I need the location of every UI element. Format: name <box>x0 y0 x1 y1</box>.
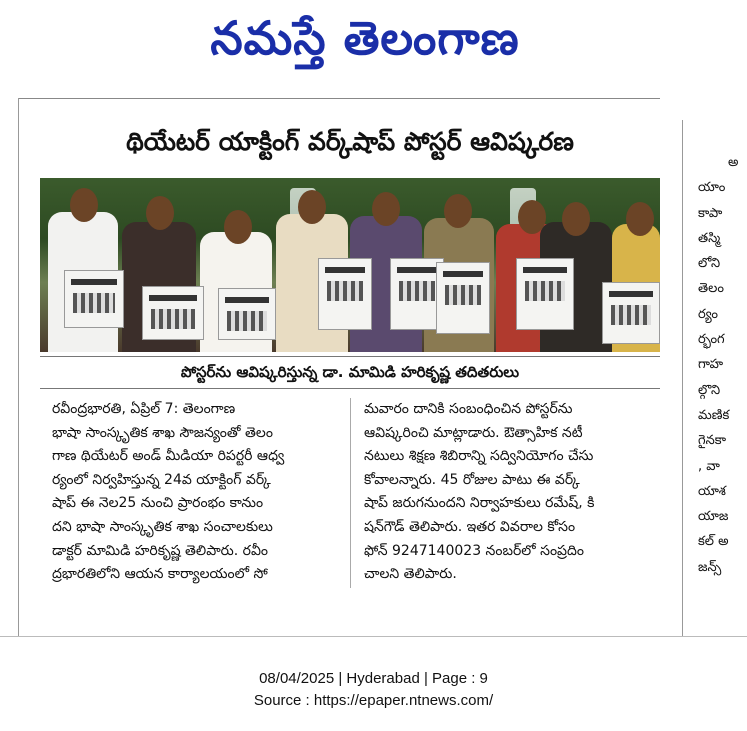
photo-caption <box>40 358 660 386</box>
fragment-line: , వా <box>698 458 720 474</box>
fragment-line: ల్గొని <box>698 382 721 398</box>
poster <box>436 262 490 334</box>
page-bottom-rule <box>0 636 747 637</box>
poster <box>218 288 276 340</box>
poster <box>318 258 372 330</box>
column-separator <box>350 398 351 588</box>
article-line: ద్రభారతిలోని ఆయన కార్యాలయంలో సో <box>52 566 268 583</box>
person-head <box>298 190 326 224</box>
caption-text: పోస్టర్‌ను ఆవిష్కరిస్తున్న డా. మామిడి హరికృష్ణ తదితరులు <box>180 363 520 381</box>
person-head <box>146 196 174 230</box>
fragment-line: తెలం <box>698 281 724 297</box>
fragment-line: యాజ <box>698 509 729 525</box>
source-footer <box>0 668 747 712</box>
person-head <box>444 194 472 228</box>
person-head <box>626 202 654 236</box>
article-column-2 <box>364 398 654 587</box>
masthead-logo <box>150 6 580 70</box>
fragment-line: మణిక <box>698 407 730 423</box>
article-line: దని భాషా సాంస్కృతిక శాఖ సంచాలకులు <box>52 518 273 535</box>
left-rule <box>18 98 19 636</box>
caption-rule-top <box>40 356 660 357</box>
masthead-title: నమస్తే తెలంగాణ <box>210 11 520 65</box>
caption-rule-bottom <box>40 388 660 389</box>
person-head <box>70 188 98 222</box>
article-line: గాణ థియేటర్ అండ్ మీడియా రిపర్టరీ ఆధ్వ <box>52 448 285 465</box>
person-head <box>562 202 590 236</box>
fragment-line: గైనకా <box>698 433 726 449</box>
article-column-1 <box>52 398 338 587</box>
article-line: రవీంద్రభారతి, ఏప్రిల్ 7: తెలంగాణ <box>52 401 236 417</box>
fragment-line: కాపా <box>698 205 723 221</box>
right-rule <box>682 120 683 636</box>
fragment-line: గాహ <box>698 357 723 373</box>
fragment-line: కల్ అ <box>698 534 729 550</box>
fragment-line: అ <box>728 155 739 170</box>
article-line: ఫోన్ 9247140023 నంబర్‌లో సంప్రదిం <box>364 542 584 559</box>
article-line: కోవాలన్నారు. 45 రోజుల పాటు ఈ వర్క్ <box>364 471 580 488</box>
poster <box>142 286 204 340</box>
fragment-line: తస్మి <box>698 230 721 246</box>
fragment-line: లోని <box>698 256 721 272</box>
fragment-line: యాం <box>698 180 726 196</box>
article-line: మవారం దానికి సంబంధించిన పోస్టర్‌ను <box>364 401 573 417</box>
date-location-page: 08/04/2025 | Hyderabad | Page : 9 <box>259 670 488 687</box>
article-line: నటులు శిక్షణ శిబిరాన్ని సద్వినియోగం చేసు <box>364 448 594 465</box>
article-line: షాప్ జరుగనుందని నిర్వాహకులు రమేష్, కి <box>364 495 595 512</box>
source-link[interactable]: Source : https://epaper.ntnews.com/ <box>253 692 494 709</box>
person-head <box>372 192 400 226</box>
article-line: డాక్టర్ మామిడి హరికృష్ణ తెలిపారు. రవీం <box>52 542 269 559</box>
article-line: షన్‌గౌడ్ తెలిపారు. ఇతర వివరాల కోసం <box>364 518 576 535</box>
headline-text: థియేటర్ యాక్టింగ్ వర్క్‌షాప్ పోస్టర్ ఆవిష్కరణ <box>126 127 574 156</box>
poster <box>64 270 124 328</box>
fragment-line: ర్భంగ <box>698 332 725 348</box>
adjacent-article-fragment <box>698 150 747 620</box>
poster <box>516 258 574 330</box>
article-line: షాప్ ఈ నెల25 నుంచి ప్రారంభం కానుం <box>52 495 264 512</box>
article-line: చాలని తెలిపారు. <box>364 566 457 583</box>
article-line: ఆవిష్కరించి మాట్లాడారు. ఔత్సాహిక నటీ <box>364 424 583 441</box>
fragment-line: ర్యం <box>698 306 718 322</box>
fragment-line: జన్స్ <box>698 559 722 575</box>
poster <box>602 282 660 344</box>
news-photo <box>40 178 660 352</box>
fragment-line: యాశ <box>698 483 726 499</box>
top-rule <box>18 98 660 99</box>
article-line: భాషా సాంస్కృతిక శాఖ సౌజన్యంతో తెలం <box>52 424 273 441</box>
article-headline <box>40 114 660 170</box>
person-head <box>224 210 252 244</box>
article-line: ర్యంలో నిర్వహిస్తున్న 24వ యాక్టింగ్ వర్క్ <box>52 471 271 488</box>
